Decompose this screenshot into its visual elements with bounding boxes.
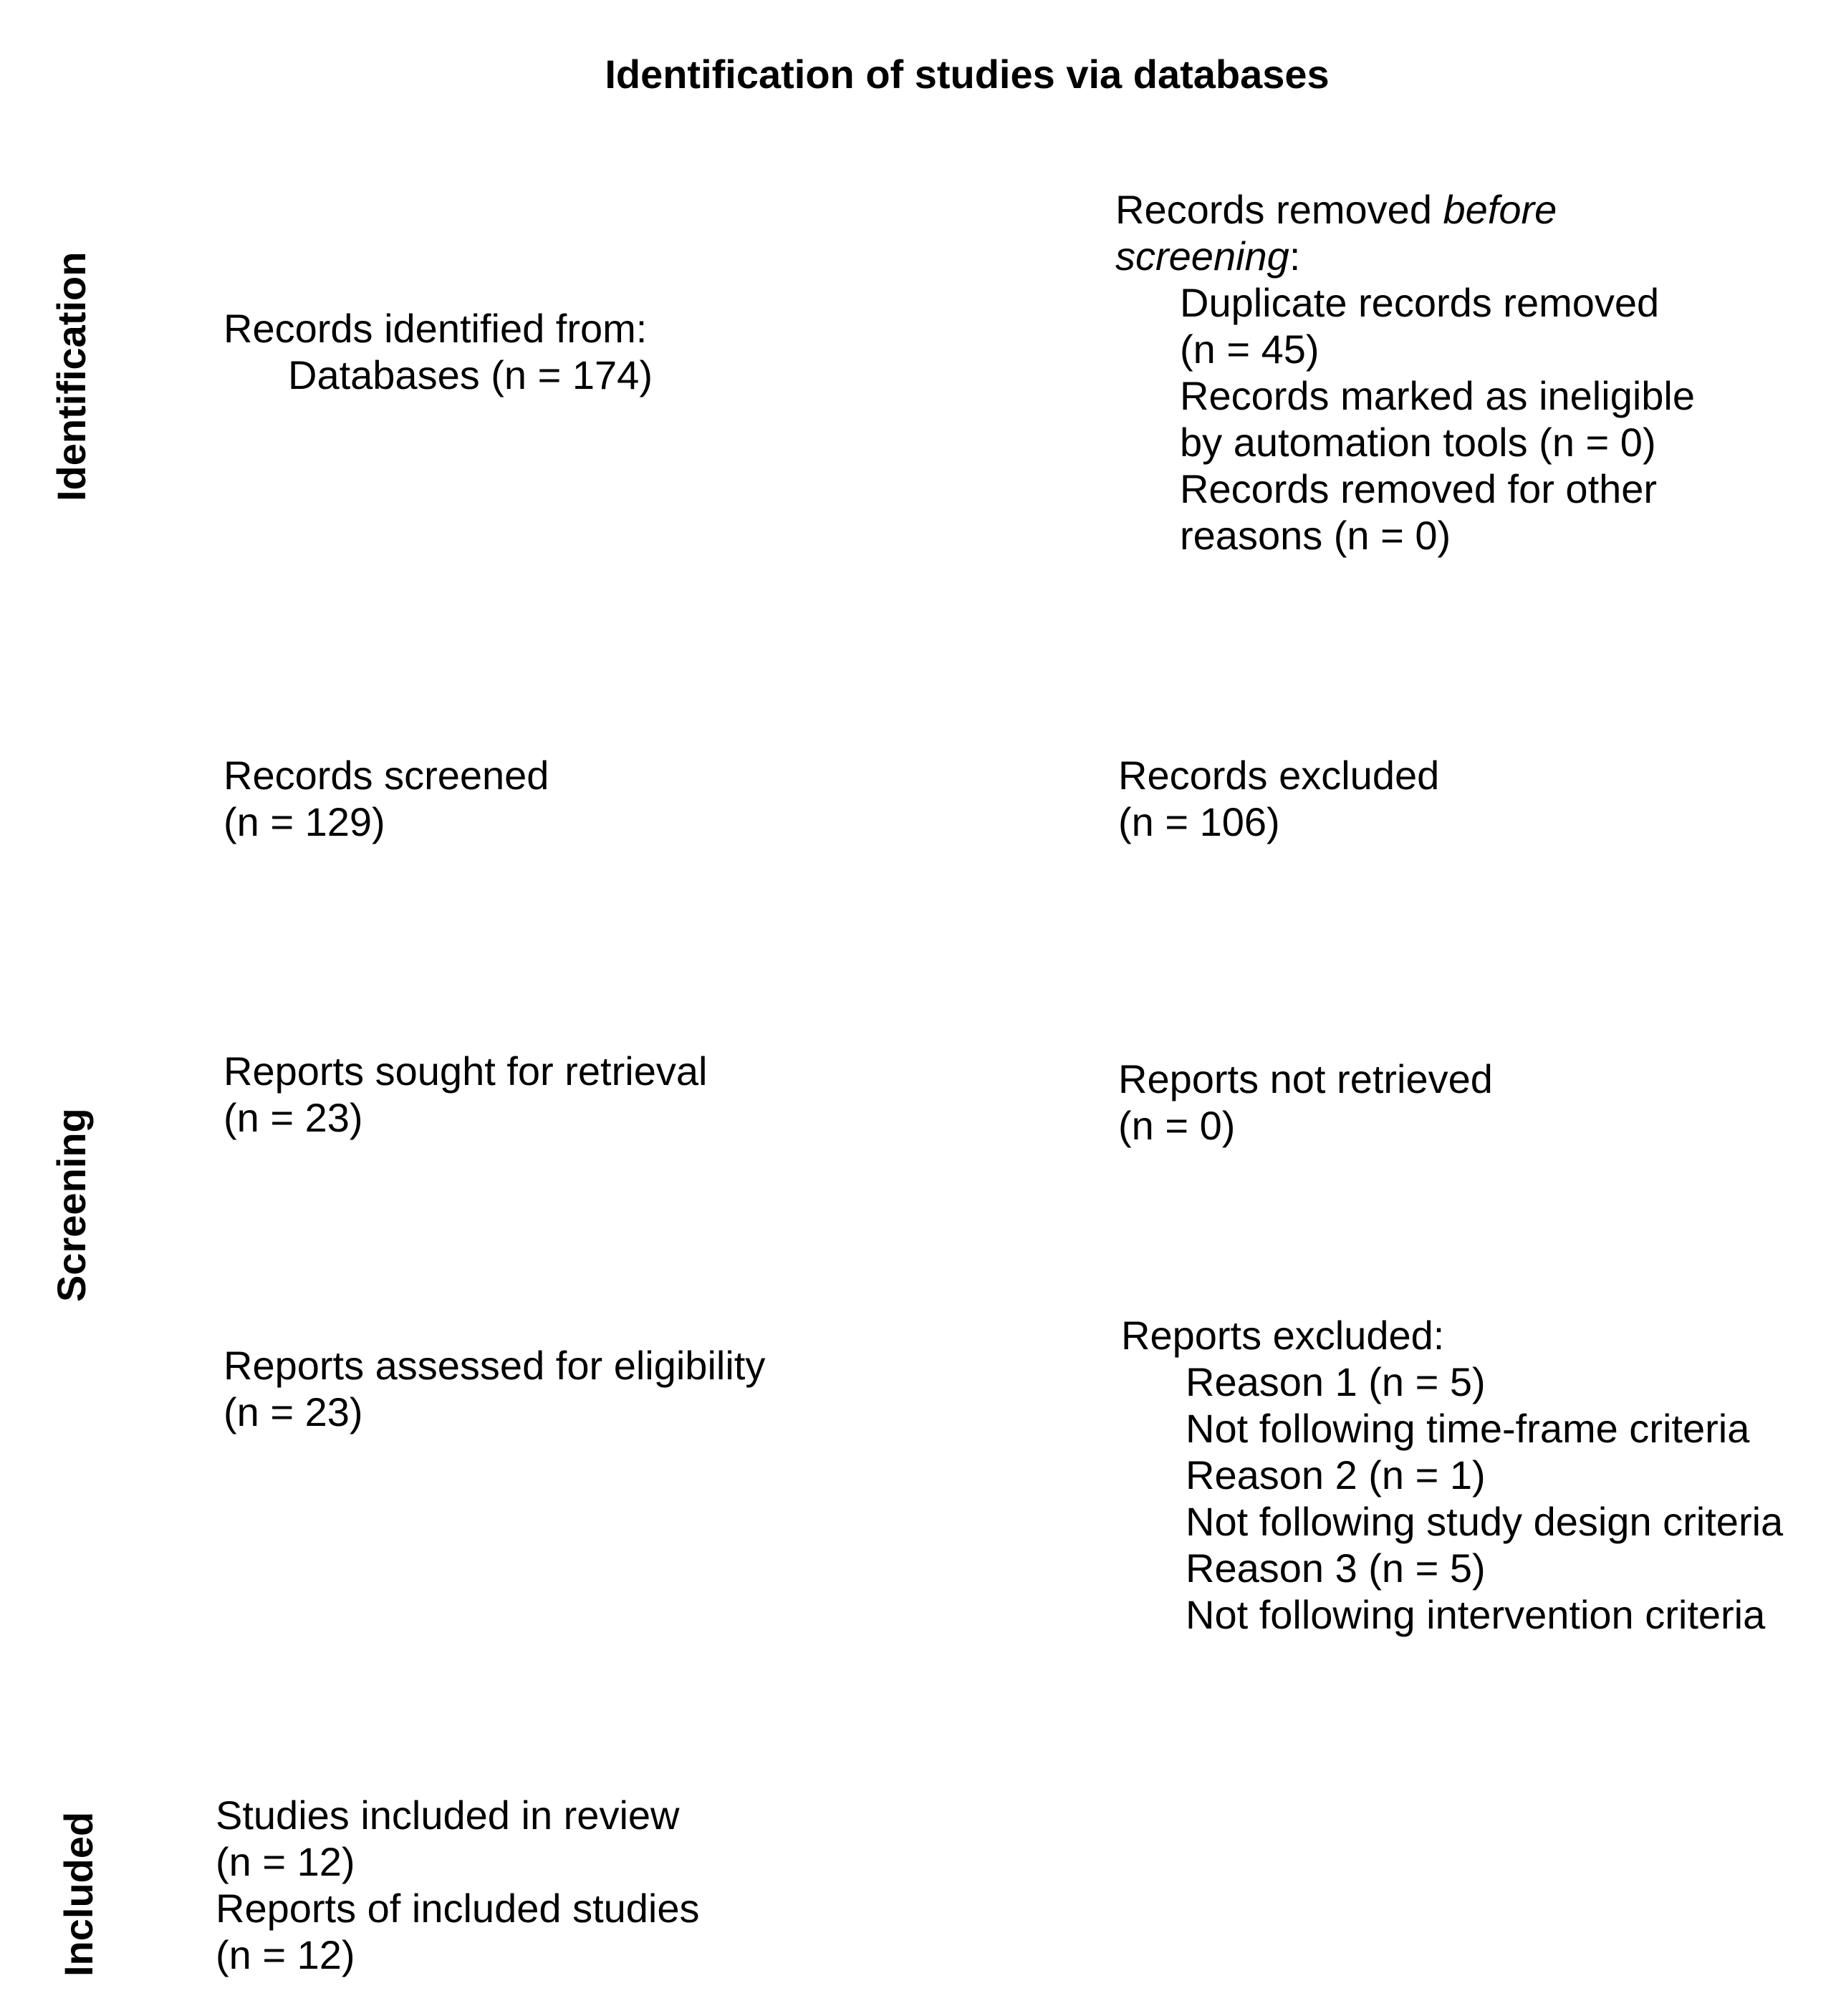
- phase-label-screening: Screening: [49, 1108, 94, 1302]
- reports-excluded-heading: Reports excluded:: [1121, 1313, 1445, 1358]
- records-removed-automation-1: Records marked as ineligible: [1180, 373, 1696, 418]
- records-removed-heading-line2: [1115, 233, 1695, 279]
- records-removed-heading-italic-2: screening: [1115, 233, 1289, 279]
- records-removed-duplicate-1: Duplicate records removed: [1180, 280, 1660, 325]
- studies-included-count: (n = 12): [216, 1839, 355, 1884]
- records-excluded-count: (n = 106): [1118, 799, 1280, 844]
- records-removed-automation-2: by automation tools (n = 0): [1180, 420, 1656, 465]
- reports-excluded-reason-3: Reason 3 (n = 5): [1186, 1545, 1486, 1591]
- phase-label-included: Included: [56, 1811, 101, 1977]
- records-removed-heading-italic-1: before: [1443, 187, 1557, 232]
- reports-sought-box: [223, 1048, 707, 1141]
- reports-excluded-box: [1121, 1312, 1783, 1638]
- reports-not-retrieved-count: (n = 0): [1118, 1103, 1236, 1148]
- reports-sought-count: (n = 23): [223, 1095, 363, 1140]
- reports-excluded-reason-2-desc: Not following study design criteria: [1186, 1499, 1784, 1544]
- reports-excluded-reason-1: Reason 1 (n = 5): [1186, 1359, 1486, 1404]
- records-removed-other-2: reasons (n = 0): [1180, 513, 1451, 558]
- reports-assessed-label: Reports assessed for eligibility: [223, 1343, 766, 1388]
- records-removed-duplicate-2: (n = 45): [1180, 327, 1320, 372]
- records-identified-box: [223, 305, 653, 398]
- records-removed-other-1: Records removed for other: [1180, 466, 1658, 511]
- records-removed-heading-line1: [1115, 186, 1695, 233]
- records-identified-heading: Records identified from:: [223, 306, 648, 351]
- studies-included-label: Studies included in review: [216, 1793, 680, 1838]
- records-removed-box: [1115, 186, 1695, 559]
- reports-sought-label: Reports sought for retrieval: [223, 1048, 708, 1094]
- reports-excluded-reason-3-desc: Not following intervention criteria: [1186, 1592, 1766, 1637]
- reports-assessed-box: [223, 1342, 765, 1435]
- diagram-title: Identification of studies via databases: [605, 52, 1330, 97]
- records-identified-databases: Databases (n = 174): [288, 352, 653, 397]
- records-screened-box: [223, 752, 549, 845]
- reports-not-retrieved-box: [1118, 1056, 1493, 1149]
- phase-label-identification: Identification: [49, 251, 94, 501]
- reports-excluded-reason-1-desc: Not following time-frame criteria: [1186, 1406, 1750, 1451]
- records-removed-heading-prefix: Records removed: [1115, 187, 1443, 232]
- reports-excluded-reason-2: Reason 2 (n = 1): [1186, 1452, 1486, 1497]
- reports-included-count: (n = 12): [216, 1932, 355, 1977]
- reports-assessed-count: (n = 23): [223, 1389, 363, 1434]
- records-excluded-label: Records excluded: [1118, 753, 1440, 798]
- records-excluded-box: [1118, 752, 1439, 845]
- records-removed-heading-suffix: :: [1289, 233, 1301, 279]
- records-screened-label: Records screened: [223, 753, 549, 798]
- records-screened-count: (n = 129): [223, 799, 385, 844]
- studies-included-box: [216, 1792, 700, 1978]
- reports-included-label: Reports of included studies: [216, 1886, 700, 1931]
- reports-not-retrieved-label: Reports not retrieved: [1118, 1056, 1493, 1101]
